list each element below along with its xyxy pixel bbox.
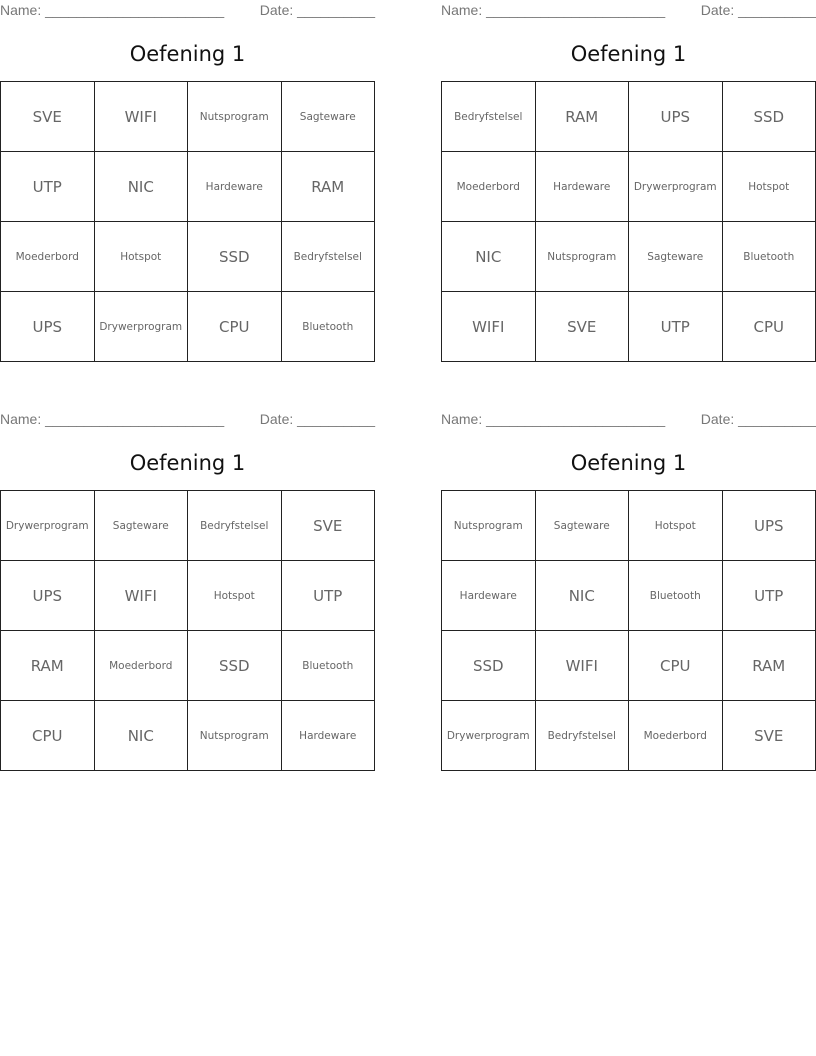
- date-field[interactable]: Date: __________: [259, 2, 375, 18]
- card-title: Oefening 1: [129, 42, 246, 66]
- grid-row: [442, 82, 816, 152]
- name-field[interactable]: Name: _______________________: [441, 2, 666, 18]
- grid-cell: Moederbord: [442, 152, 536, 222]
- grid-cell: Bluetooth: [629, 561, 723, 631]
- grid-cell: CPU: [1, 701, 95, 771]
- grid-cell: RAM: [281, 152, 375, 222]
- name-field[interactable]: Name: _______________________: [0, 411, 225, 427]
- bingo-grid: [441, 490, 816, 771]
- card-title: Oefening 1: [570, 42, 687, 66]
- grid-row: [442, 701, 816, 771]
- grid-row: [1, 222, 375, 292]
- grid-cell: WIFI: [535, 631, 629, 701]
- grid-cell: NIC: [442, 222, 536, 292]
- card-title: Oefening 1: [129, 451, 246, 475]
- name-field[interactable]: Name: _______________________: [441, 411, 666, 427]
- grid-row: [442, 292, 816, 362]
- grid-cell: NIC: [94, 701, 188, 771]
- card-header: [0, 411, 375, 429]
- grid-cell: SVE: [535, 292, 629, 362]
- grid-cell: Moederbord: [94, 631, 188, 701]
- name-field[interactable]: Name: _______________________: [0, 2, 225, 18]
- grid-cell: Hotspot: [94, 222, 188, 292]
- grid-cell: SVE: [1, 82, 95, 152]
- grid-cell: WIFI: [94, 82, 188, 152]
- grid-row: [1, 561, 375, 631]
- grid-cell: Nutsprogram: [442, 491, 536, 561]
- grid-row: [1, 631, 375, 701]
- grid-cell: Nutsprogram: [535, 222, 629, 292]
- grid-cell: SSD: [188, 631, 282, 701]
- date-field[interactable]: Date: __________: [700, 2, 816, 18]
- card-header: [441, 411, 816, 429]
- grid-row: [442, 491, 816, 561]
- grid-cell: Hardeware: [188, 152, 282, 222]
- grid-cell: Sagteware: [94, 491, 188, 561]
- grid-cell: WIFI: [442, 292, 536, 362]
- grid-cell: Sagteware: [281, 82, 375, 152]
- grid-row: [1, 491, 375, 561]
- grid-cell: RAM: [1, 631, 95, 701]
- grid-cell: SVE: [722, 701, 816, 771]
- grid-cell: Drywerprogram: [94, 292, 188, 362]
- grid-cell: UPS: [1, 292, 95, 362]
- card-header: [441, 2, 816, 20]
- grid-cell: UPS: [629, 82, 723, 152]
- card-header: [0, 2, 375, 20]
- grid-cell: Drywerprogram: [442, 701, 536, 771]
- grid-cell: CPU: [629, 631, 723, 701]
- grid-cell: Nutsprogram: [188, 701, 282, 771]
- grid-cell: WIFI: [94, 561, 188, 631]
- grid-row: [442, 561, 816, 631]
- grid-cell: UTP: [629, 292, 723, 362]
- grid-cell: RAM: [535, 82, 629, 152]
- grid-row: [442, 631, 816, 701]
- grid-cell: Moederbord: [1, 222, 95, 292]
- grid-cell: Drywerprogram: [1, 491, 95, 561]
- grid-cell: Hardeware: [535, 152, 629, 222]
- grid-cell: Hotspot: [188, 561, 282, 631]
- date-field[interactable]: Date: __________: [259, 411, 375, 427]
- grid-row: [1, 82, 375, 152]
- grid-cell: Bedryfstelsel: [281, 222, 375, 292]
- grid-cell: Sagteware: [535, 491, 629, 561]
- grid-cell: Hotspot: [722, 152, 816, 222]
- grid-cell: Bedryfstelsel: [442, 82, 536, 152]
- grid-cell: CPU: [188, 292, 282, 362]
- grid-row: [442, 222, 816, 292]
- grid-cell: RAM: [722, 631, 816, 701]
- grid-cell: Hardeware: [442, 561, 536, 631]
- grid-cell: Hotspot: [629, 491, 723, 561]
- grid-cell: Bedryfstelsel: [188, 491, 282, 561]
- date-field[interactable]: Date: __________: [700, 411, 816, 427]
- bingo-grid: [0, 81, 375, 362]
- grid-cell: UPS: [1, 561, 95, 631]
- bingo-grid: [0, 490, 375, 771]
- grid-cell: SSD: [442, 631, 536, 701]
- grid-cell: CPU: [722, 292, 816, 362]
- grid-row: [1, 152, 375, 222]
- grid-cell: UPS: [722, 491, 816, 561]
- grid-cell: UTP: [1, 152, 95, 222]
- grid-row: [1, 701, 375, 771]
- grid-cell: NIC: [535, 561, 629, 631]
- card-title: Oefening 1: [570, 451, 687, 475]
- bingo-grid: [441, 81, 816, 362]
- grid-cell: Bedryfstelsel: [535, 701, 629, 771]
- grid-cell: Sagteware: [629, 222, 723, 292]
- grid-cell: SVE: [281, 491, 375, 561]
- grid-row: [442, 152, 816, 222]
- grid-cell: Bluetooth: [722, 222, 816, 292]
- grid-cell: Drywerprogram: [629, 152, 723, 222]
- grid-cell: Nutsprogram: [188, 82, 282, 152]
- grid-cell: UTP: [281, 561, 375, 631]
- grid-cell: NIC: [94, 152, 188, 222]
- grid-cell: UTP: [722, 561, 816, 631]
- grid-cell: SSD: [188, 222, 282, 292]
- grid-cell: Moederbord: [629, 701, 723, 771]
- grid-cell: Hardeware: [281, 701, 375, 771]
- grid-cell: Bluetooth: [281, 631, 375, 701]
- grid-row: [1, 292, 375, 362]
- grid-cell: SSD: [722, 82, 816, 152]
- grid-cell: Bluetooth: [281, 292, 375, 362]
